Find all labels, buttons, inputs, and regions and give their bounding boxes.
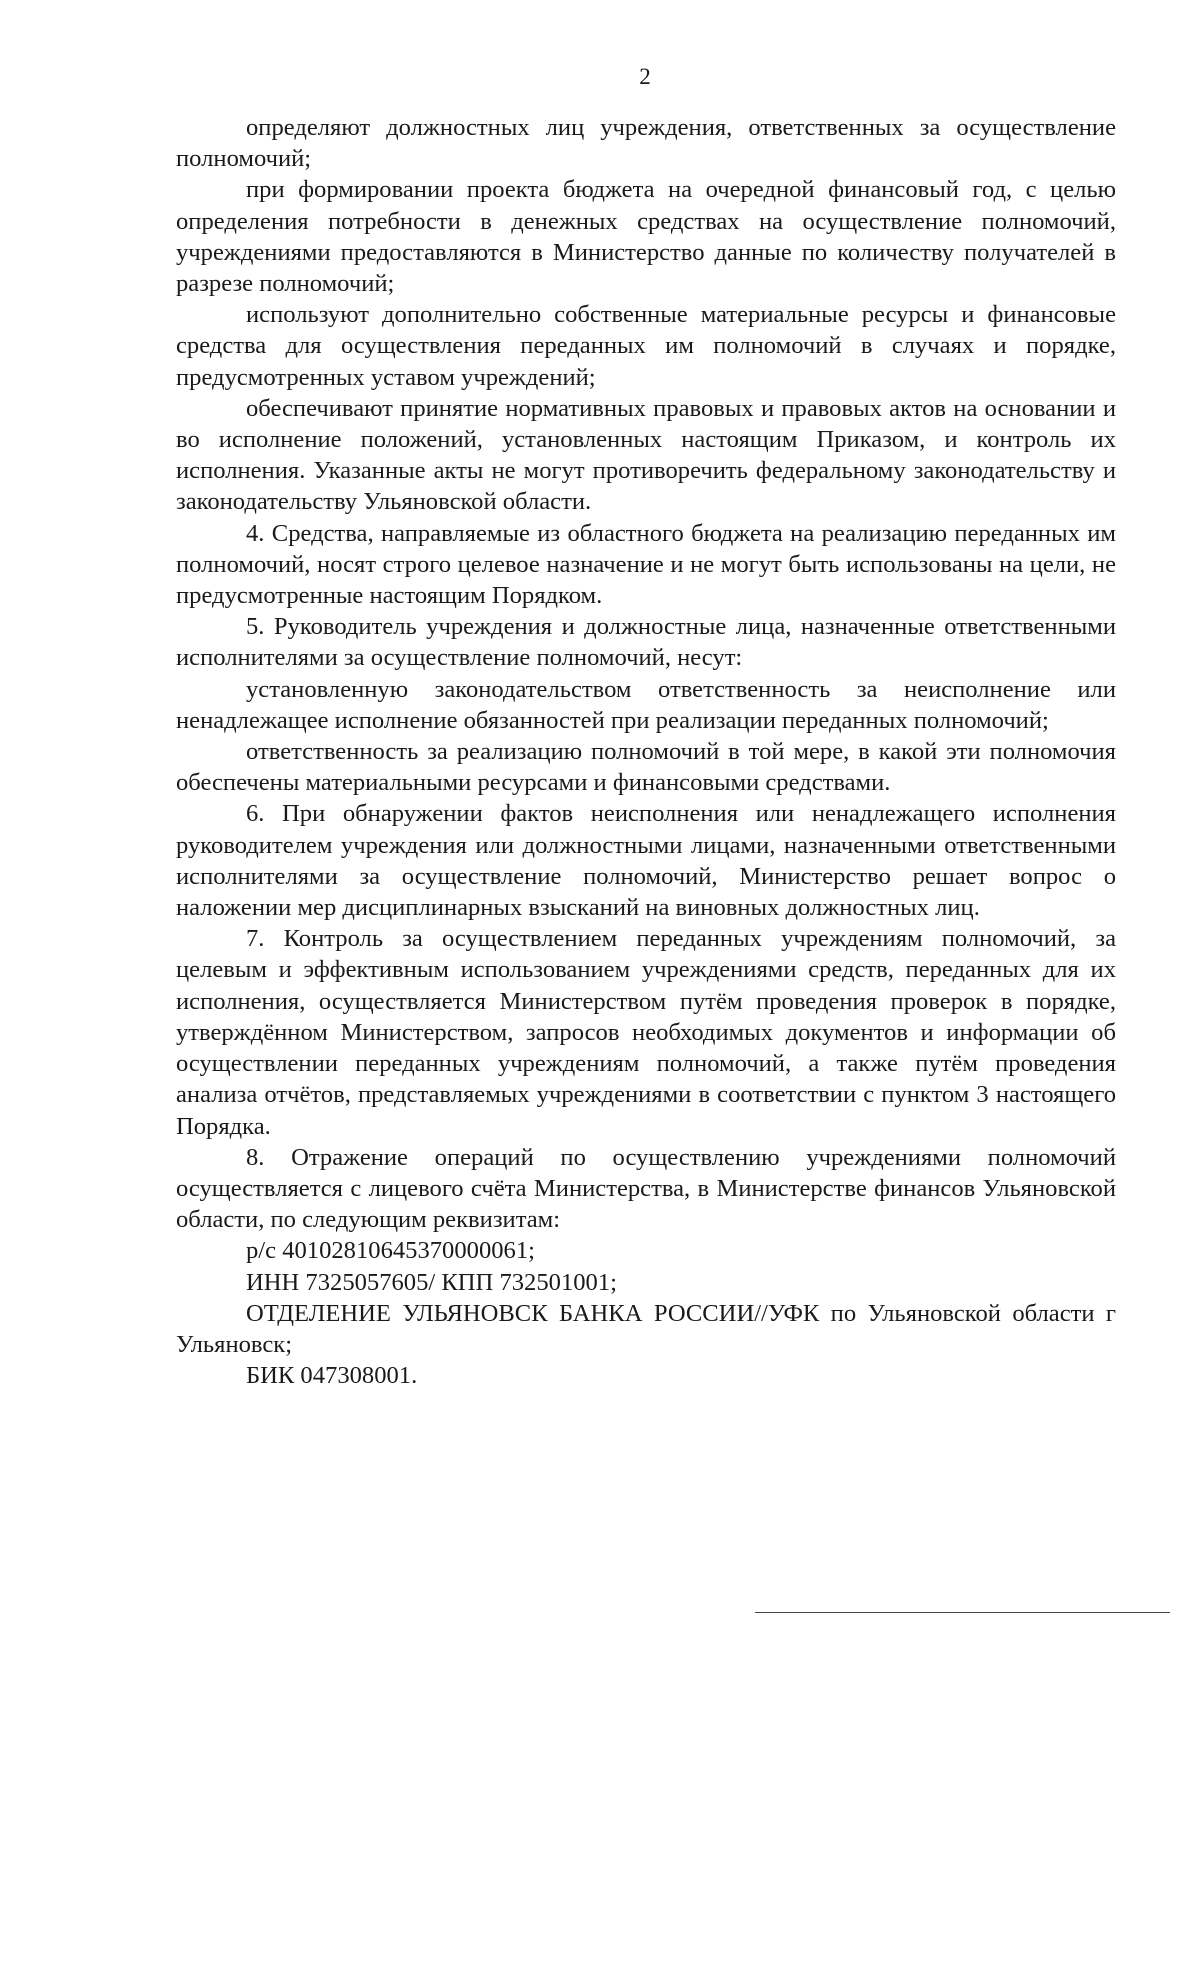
bank-account-line: р/с 40102810645370000061; bbox=[246, 1237, 535, 1265]
bank-name-line: ОТДЕЛЕНИЕ УЛЬЯНОВСК БАНКА РОССИИ//УФК по Ульяновской области г Ульяновск; bbox=[176, 1299, 1116, 1358]
paragraph-9: 6. При обнаружении фактов неисполнения или ненадлежащего исполнения руководителем учреждения или должностными лицами, назначенными ответственными исполнителями за осуществление полномочий, Министерство решает вопрос о наложении мер дисциплинарных взысканий на виновных должностных лиц. bbox=[176, 800, 1116, 922]
paragraph-7: установленную законодательством ответственность за неисполнение или ненадлежащее исполнение обязанностей при реализации переданных полномочий; bbox=[176, 675, 1116, 734]
paragraph-10: 7. Контроль за осуществлением переданных учреждениям полномочий, за целевым и эффективным использованием учреждениями средств, переданных для их исполнения, осуществляется Министерством путём проведения проверок в порядке, утверждённом Министерством, запросов необходимых документов и информации об осуществлении переданных учреждениям полномочий, а также путём проведения анализа отчётов, представляемых учреждениями в соответствии с пунктом 3 настоящего Порядка. bbox=[176, 925, 1116, 1140]
bik-line: БИК 047308001. bbox=[246, 1362, 418, 1390]
paragraph-4: обеспечивают принятие нормативных правовых и правовых актов на основании и во исполнение положений, установленных настоящим Приказом, и контроль их исполнения. Указанные акты не могут противоречить федеральному законодательству и законодательству Ульяновской области. bbox=[176, 394, 1116, 516]
paragraph-8: ответственность за реализацию полномочий в той мере, в какой эти полномочия обеспечены материальными ресурсами и финансовыми средствами. bbox=[176, 738, 1116, 797]
paragraph-1: определяют должностных лиц учреждения, ответственных за осуществление полномочий; bbox=[176, 114, 1116, 173]
document-body bbox=[176, 112, 1116, 1391]
paragraph-3: используют дополнительно собственные материальные ресурсы и финансовые средства для осуществления переданных им полномочий в случаях и порядке, предусмотренных уставом учреждений; bbox=[176, 301, 1116, 391]
inn-kpp-line: ИНН 7325057605/ КПП 732501001; bbox=[246, 1268, 617, 1296]
paragraph-2: при формировании проекта бюджета на очередной финансовый год, с целью определения потребности в денежных средствах на осуществление полномочий, учреждениями предоставляются в Министерство данные по количеству получателей в разрезе полномочий; bbox=[176, 176, 1116, 298]
paragraph-6: 5. Руководитель учреждения и должностные лица, назначенные ответственными исполнителями за осуществление полномочий, несут: bbox=[176, 613, 1116, 672]
paragraph-11: 8. Отражение операций по осуществлению учреждениями полномочий осуществляется с лицевого счёта Министерства, в Министерстве финансов Ульяновской области, по следующим реквизитам: bbox=[176, 1143, 1116, 1234]
paragraph-5: 4. Средства, направляемые из областного бюджета на реализацию переданных им полномочий, носят строго целевое назначение и не могут быть использованы на цели, не предусмотренные настоящим Порядком. bbox=[176, 519, 1116, 610]
page-number: 2 bbox=[639, 64, 651, 89]
end-divider bbox=[755, 1612, 1170, 1613]
